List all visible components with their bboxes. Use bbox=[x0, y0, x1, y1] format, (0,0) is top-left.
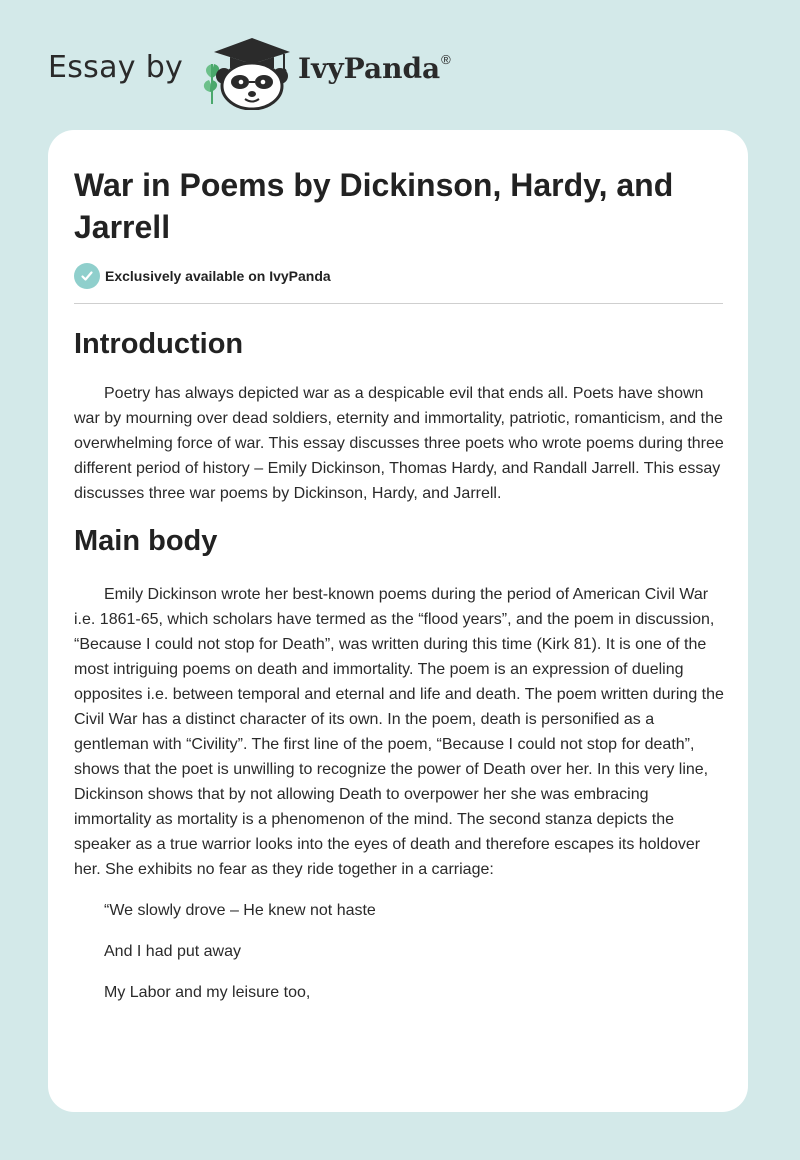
panda-graduate-icon[interactable] bbox=[200, 30, 296, 110]
section-heading-introduction: Introduction bbox=[74, 328, 244, 360]
brand-prefix: Essay by bbox=[48, 50, 184, 85]
article-body bbox=[74, 324, 724, 1005]
divider bbox=[74, 303, 723, 304]
article-card bbox=[48, 130, 748, 1112]
section-heading-main-body: Main body bbox=[74, 525, 218, 557]
main-body-paragraph: Emily Dickinson wrote her best-known poems during the period of American Civil War i.e. 1861-65, which scholars have termed as the “flood years”, and the poem in discussion, “Because I could not stop for Death”, was written during this time (Kirk 81). It is one of the most intriguing poems on death and immortality. The poem is an expression of dueling opposites i.e. between temporal and eternal and life and death. The poem written during the Civil War has a distinct character of its own. In the poem, death is personified as a gentleman with “Civility”. The first line of the poem, “Because I could not stop for death”, shows that the poet is unwilling to recognize the power of Death over her. In this very line, Dickinson shows that by not allowing Death to overpower her she was embracing immortality as mortality is a phenomenon of the mind. The second stanza depicts the speaker as a true warrior looks into the eyes of death and therefore escapes its holdover her. She exhibits no fear as they ride together in a carriage: bbox=[74, 586, 724, 878]
site-header bbox=[0, 0, 800, 130]
badge-label: Exclusively available on IvyPanda bbox=[105, 268, 331, 284]
check-circle-icon bbox=[74, 263, 100, 289]
registered-mark: ® bbox=[441, 52, 451, 67]
poem-quote-line: And I had put away bbox=[104, 943, 241, 960]
article-title: War in Poems by Dickinson, Hardy, and Jarrell bbox=[74, 167, 674, 245]
exclusive-badge bbox=[74, 263, 331, 289]
intro-paragraph: Poetry has always depicted war as a despicable evil that ends all. Poets have shown war by mourning over dead soldiers, eternity and immortality, patriotic, romanticism, and the overwhelming force of war. This essay discusses three poets who wrote poems during three different period of history – Emily Dickinson, Thomas Hardy, and Randall Jarrell. This essay discusses three war poems by Dickinson, Hardy, and Jarrell. bbox=[74, 385, 724, 502]
brand-name[interactable]: IvyPanda® bbox=[298, 52, 451, 85]
poem-quote-line: “We slowly drove – He knew not haste bbox=[104, 902, 376, 919]
poem-quote-line: My Labor and my leisure too, bbox=[104, 984, 311, 1001]
